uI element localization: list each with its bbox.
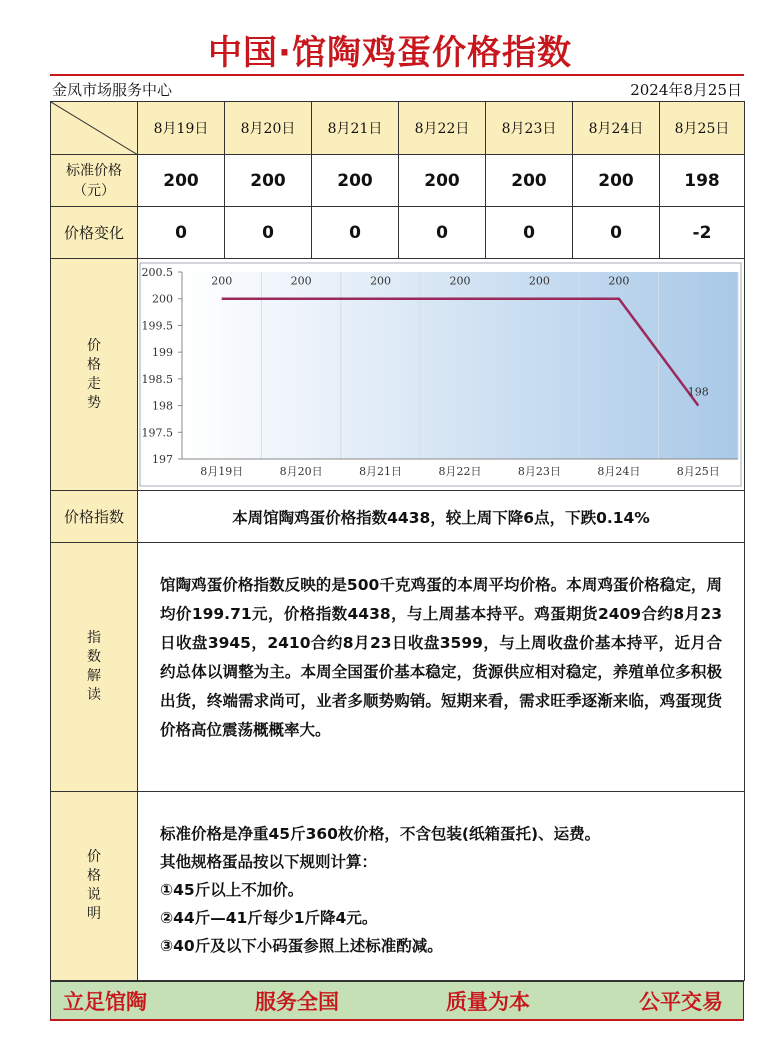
notes-label: 价格说明: [87, 849, 101, 922]
data-label: 200: [290, 274, 312, 288]
title-divider: [50, 74, 744, 76]
y-tick-label: 197.5: [141, 426, 173, 440]
y-tick-label: 197: [152, 453, 173, 466]
footer-slogans: [50, 981, 744, 1019]
notes-cell: [138, 792, 745, 981]
slogan: 公平交易: [639, 990, 723, 1014]
data-label: 198: [687, 385, 709, 399]
data-label: 200: [449, 274, 471, 288]
analysis-row: [51, 543, 745, 792]
data-label: 200: [211, 274, 233, 288]
change-label: 价格变化: [51, 207, 138, 259]
notes-row: [51, 792, 745, 981]
change-value: -2: [660, 207, 745, 259]
price-value: 200: [225, 155, 312, 207]
note-line: ②44斤—41斤每少1斤降4元。: [160, 909, 378, 927]
date-header: 8月22日: [399, 102, 486, 155]
page-title: 中国·馆陶鸡蛋价格指数: [208, 33, 572, 73]
plot-area: [182, 272, 738, 459]
date-header: 8月19日: [138, 102, 225, 155]
report-date: 2024年8月25日: [630, 81, 742, 99]
analysis-label: 指数解读: [87, 630, 101, 703]
y-tick-label: 199.5: [141, 319, 173, 333]
x-tick-label: 8月21日: [359, 465, 403, 478]
date-header: 8月23日: [486, 102, 573, 155]
subheader: [52, 80, 742, 100]
date-header: 8月25日: [660, 102, 745, 155]
date-header: 8月20日: [225, 102, 312, 155]
diagonal-line: [51, 102, 138, 155]
note-line: 标准价格是净重45斤360枚价格，不含包装(纸箱蛋托)、运费。: [160, 825, 601, 843]
index-text: 本周馆陶鸡蛋价格指数4438，较上周下降6点，下跌0.14%: [138, 491, 745, 543]
change-value: 0: [225, 207, 312, 259]
price-value: 200: [486, 155, 573, 207]
notes-list: [138, 792, 744, 960]
change-row: [51, 207, 745, 259]
change-value: 0: [399, 207, 486, 259]
data-label: 200: [528, 274, 550, 288]
note-line: ①45斤以上不加价。: [160, 881, 304, 899]
y-tick-label: 199: [152, 346, 173, 360]
index-row: [51, 491, 745, 543]
x-tick-label: 8月22日: [438, 465, 482, 478]
trend-label: 价格走势: [87, 337, 101, 411]
analysis-label-cell: [51, 543, 138, 792]
price-label: 标准价格（元）: [51, 155, 138, 207]
data-label: 200: [370, 274, 392, 288]
x-tick-label: 8月25日: [676, 465, 720, 478]
price-value: 198: [660, 155, 745, 207]
price-row: [51, 155, 745, 207]
price-value: 200: [138, 155, 225, 207]
x-tick-label: 8月24日: [597, 465, 641, 478]
x-tick-label: 8月20日: [279, 465, 323, 478]
change-value: 0: [138, 207, 225, 259]
slogan: 立足馆陶: [63, 990, 147, 1014]
corner-cell: [51, 102, 138, 155]
footer-divider: [50, 1019, 744, 1021]
slogan: 服务全国: [255, 990, 339, 1014]
note-line: 其他规格蛋品按以下规则计算：: [160, 853, 378, 871]
change-value: 0: [486, 207, 573, 259]
price-trend-chart: [138, 259, 744, 490]
x-tick-label: 8月23日: [517, 465, 561, 478]
trend-label-cell: [51, 259, 138, 491]
trend-row: [51, 259, 745, 491]
chart-cell: [138, 259, 745, 491]
x-tick-label: 8月19日: [200, 465, 244, 478]
date-row: [51, 102, 745, 155]
date-header: 8月24日: [573, 102, 660, 155]
price-value: 200: [312, 155, 399, 207]
analysis-text: 馆陶鸡蛋价格指数反映的是500千克鸡蛋的本周平均价格。本周鸡蛋价格稳定，周均价199.71元，价格指数4438，与上周基本持平。鸡蛋期货2409合约8月23日收盘3945，2410合约8月23日收盘3599，与上周收盘价基本持平，近月合约总体以调整为主。本周全国蛋价基本稳定，货源供应相对稳定，养殖单位多积极出货，终端需求尚可，业者多顺势购销。短期来看，需求旺季逐渐来临，鸡蛋现货价格高位震荡概概率大。: [160, 576, 722, 739]
change-value: 0: [573, 207, 660, 259]
slogan: 质量为本: [446, 990, 530, 1014]
notes-label-cell: [51, 792, 138, 981]
change-value: 0: [312, 207, 399, 259]
index-label: 价格指数: [51, 491, 138, 543]
price-value: 200: [573, 155, 660, 207]
y-tick-label: 200.5: [141, 266, 173, 279]
y-tick-label: 200: [152, 292, 173, 306]
price-table: [50, 101, 745, 981]
y-tick-label: 198.5: [141, 372, 173, 386]
date-header: 8月21日: [312, 102, 399, 155]
note-line: ③40斤及以下小码蛋参照上述标准酌减。: [160, 937, 443, 955]
organization-name: 金凤市场服务中心: [52, 81, 173, 99]
analysis-cell: [138, 543, 745, 792]
data-label: 200: [608, 274, 630, 288]
price-value: 200: [399, 155, 486, 207]
y-tick-label: 198: [152, 399, 173, 413]
